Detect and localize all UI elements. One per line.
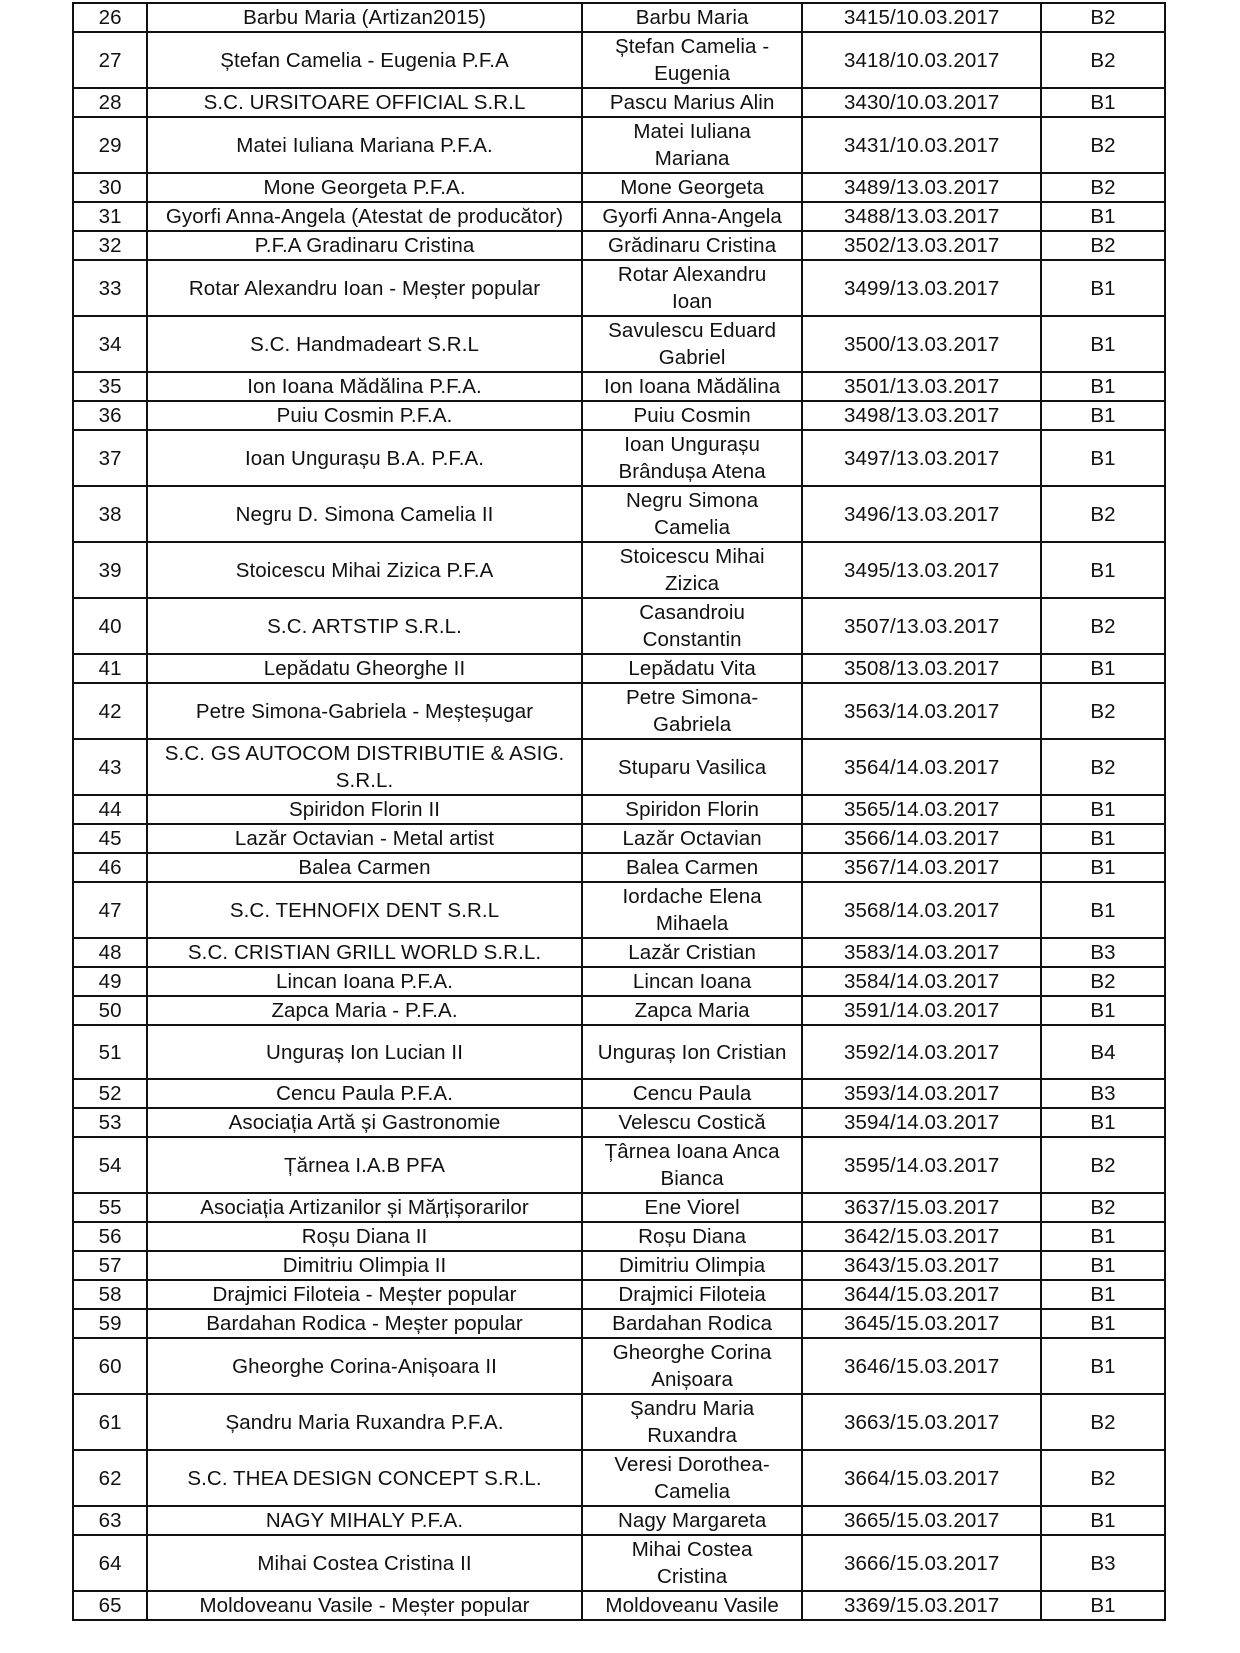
table-row: [73, 1506, 1165, 1535]
table-row: [73, 882, 1165, 938]
category-code: B3: [1041, 1535, 1165, 1591]
registration-number: 3566/14.03.2017: [802, 824, 1041, 853]
representative-text: Stuparu Vasilica: [618, 755, 767, 779]
representative-name: [582, 938, 803, 967]
registration-number: 3508/13.03.2017: [802, 654, 1041, 683]
representative-text: Bardahan Rodica: [612, 1312, 773, 1335]
registration-number: 3592/14.03.2017: [802, 1025, 1041, 1079]
row-number: 58: [73, 1280, 147, 1309]
representative-name: [582, 3, 803, 32]
row-number: 50: [73, 996, 147, 1025]
document-page: [72, 0, 1166, 1621]
registration-number: 3495/13.03.2017: [802, 542, 1041, 598]
representative-text: Puiu Cosmin: [633, 404, 751, 427]
row-number: 40: [73, 598, 147, 654]
representative-name: [582, 231, 803, 260]
entity-name: Roșu Diana II: [147, 1222, 582, 1251]
entity-name: Stoicescu Mihai Zizica P.F.A: [147, 542, 582, 598]
registration-number: 3430/10.03.2017: [802, 88, 1041, 117]
entity-name: Barbu Maria (Artizan2015): [147, 3, 582, 32]
table-row: [73, 1108, 1165, 1137]
representative-text: Lazăr Cristian: [628, 941, 757, 964]
registration-number: 3567/14.03.2017: [802, 853, 1041, 882]
representative-name: [582, 32, 803, 88]
representative-text: Velescu Costică: [618, 1111, 766, 1134]
category-code: B1: [1041, 1280, 1165, 1309]
category-code: B2: [1041, 173, 1165, 202]
row-number: 62: [73, 1450, 147, 1506]
row-number: 55: [73, 1193, 147, 1222]
representative-text: Matei Iuliana Mariana: [633, 120, 751, 170]
registration-number: 3497/13.03.2017: [802, 430, 1041, 486]
representative-text: Negru Simona Camelia: [626, 489, 759, 539]
row-number: 27: [73, 32, 147, 88]
representative-text: Ion Ioana Mădălina: [604, 375, 781, 398]
registration-number: 3594/14.03.2017: [802, 1108, 1041, 1137]
category-code: B1: [1041, 88, 1165, 117]
entity-name: Matei Iuliana Mariana P.F.A.: [147, 117, 582, 173]
registration-number: 3565/14.03.2017: [802, 795, 1041, 824]
table-row: [73, 824, 1165, 853]
representative-text: Lazăr Octavian: [622, 827, 762, 850]
registration-number: 3507/13.03.2017: [802, 598, 1041, 654]
table-row: [73, 231, 1165, 260]
registration-number: 3502/13.03.2017: [802, 231, 1041, 260]
registration-number: 3499/13.03.2017: [802, 260, 1041, 316]
row-number: 36: [73, 401, 147, 430]
representative-name: [582, 173, 803, 202]
entity-name: Mihai Costea Cristina II: [147, 1535, 582, 1591]
representative-name: [582, 1338, 803, 1394]
row-number: 46: [73, 853, 147, 882]
representative-text: Barbu Maria: [635, 6, 749, 29]
entity-name: Zapca Maria - P.F.A.: [147, 996, 582, 1025]
representative-name: [582, 967, 803, 996]
representative-name: [582, 598, 803, 654]
table-row: [73, 683, 1165, 739]
registration-number: 3643/15.03.2017: [802, 1251, 1041, 1280]
registration-number: 3501/13.03.2017: [802, 372, 1041, 401]
entity-name: Cencu Paula P.F.A.: [147, 1079, 582, 1108]
registration-number: 3563/14.03.2017: [802, 683, 1041, 739]
category-code: B2: [1041, 231, 1165, 260]
category-code: B2: [1041, 1394, 1165, 1450]
entity-name: Petre Simona-Gabriela - Meșteșugar: [147, 683, 582, 739]
table-row: [73, 967, 1165, 996]
representative-text: Lincan Ioana: [632, 970, 752, 993]
table-row: [73, 598, 1165, 654]
representative-name: [582, 486, 803, 542]
representative-text: Pascu Marius Alin: [609, 91, 775, 114]
representative-text: Ioan Ungurașu Brândușa Atena: [618, 433, 766, 483]
row-number: 57: [73, 1251, 147, 1280]
representative-name: [582, 1535, 803, 1591]
representative-text: Cencu Paula: [632, 1082, 752, 1105]
registration-number: 3498/13.03.2017: [802, 401, 1041, 430]
category-code: B4: [1041, 1025, 1165, 1079]
category-code: B1: [1041, 1222, 1165, 1251]
category-code: B1: [1041, 1309, 1165, 1338]
table-row: [73, 1025, 1165, 1079]
registration-number: 3644/15.03.2017: [802, 1280, 1041, 1309]
entity-name: Lazăr Octavian - Metal artist: [147, 824, 582, 853]
representative-text: Roșu Diana: [638, 1225, 747, 1248]
registration-number: 3496/13.03.2017: [802, 486, 1041, 542]
registration-number: 3666/15.03.2017: [802, 1535, 1041, 1591]
representative-name: [582, 542, 803, 598]
representative-text: Ene Viorel: [644, 1196, 740, 1219]
representative-name: [582, 683, 803, 739]
representative-text: Balea Carmen: [626, 856, 759, 879]
representative-name: [582, 1193, 803, 1222]
registration-number: 3593/14.03.2017: [802, 1079, 1041, 1108]
entity-name: Ștefan Camelia - Eugenia P.F.A: [147, 32, 582, 88]
row-number: 44: [73, 795, 147, 824]
representative-name: [582, 117, 803, 173]
table-row: [73, 88, 1165, 117]
registration-number: 3583/14.03.2017: [802, 938, 1041, 967]
representative-text: Zapca Maria: [634, 999, 750, 1022]
row-number: 60: [73, 1338, 147, 1394]
category-code: B1: [1041, 795, 1165, 824]
entity-name: NAGY MIHALY P.F.A.: [147, 1506, 582, 1535]
entity-name: Drajmici Filoteia - Meșter popular: [147, 1280, 582, 1309]
registration-number: 3369/15.03.2017: [802, 1591, 1041, 1620]
table-row: [73, 1394, 1165, 1450]
registration-number: 3664/15.03.2017: [802, 1450, 1041, 1506]
category-code: B1: [1041, 260, 1165, 316]
category-code: B1: [1041, 654, 1165, 683]
entity-name: Ion Ioana Mădălina P.F.A.: [147, 372, 582, 401]
representative-name: [582, 1591, 803, 1620]
category-code: B2: [1041, 3, 1165, 32]
category-code: B1: [1041, 202, 1165, 231]
representative-text: Nagy Margareta: [617, 1509, 767, 1532]
row-number: 43: [73, 739, 147, 795]
row-number: 63: [73, 1506, 147, 1535]
table-row: [73, 1450, 1165, 1506]
representative-text: Petre Simona-Gabriela: [625, 686, 759, 736]
row-number: 47: [73, 882, 147, 938]
representative-name: [582, 739, 803, 795]
category-code: B1: [1041, 1108, 1165, 1137]
representative-text: Rotar Alexandru Ioan: [617, 263, 767, 313]
registration-number: 3489/13.03.2017: [802, 173, 1041, 202]
representative-name: [582, 1137, 803, 1193]
table-row: [73, 542, 1165, 598]
row-number: 64: [73, 1535, 147, 1591]
entity-name: S.C. URSITOARE OFFICIAL S.R.L: [147, 88, 582, 117]
representative-name: [582, 88, 803, 117]
row-number: 37: [73, 430, 147, 486]
representative-text: Dimitriu Olimpia: [619, 1254, 766, 1277]
row-number: 48: [73, 938, 147, 967]
representative-text: Mihai Costea Cristina: [631, 1538, 753, 1588]
table-row: [73, 1535, 1165, 1591]
entity-name: S.C. THEA DESIGN CONCEPT S.R.L.: [147, 1450, 582, 1506]
entity-name: Asociația Artă și Gastronomie: [147, 1108, 582, 1137]
table-row: [73, 1193, 1165, 1222]
representative-text: Unguraș Ion Cristian: [597, 1040, 787, 1064]
row-number: 42: [73, 683, 147, 739]
entity-name: Rotar Alexandru Ioan - Meșter popular: [147, 260, 582, 316]
category-code: B1: [1041, 1591, 1165, 1620]
representative-text: Savulescu Eduard Gabriel: [608, 319, 777, 369]
representative-text: Iordache Elena Mihaela: [622, 885, 762, 935]
representative-text: Țârnea Ioana Anca Bianca: [604, 1140, 780, 1190]
table-row: [73, 202, 1165, 231]
category-code: B1: [1041, 996, 1165, 1025]
category-code: B2: [1041, 117, 1165, 173]
representative-text: Drajmici Filoteia: [618, 1283, 766, 1306]
table-row: [73, 401, 1165, 430]
representative-name: [582, 824, 803, 853]
entity-name: Puiu Cosmin P.F.A.: [147, 401, 582, 430]
registration-number: 3500/13.03.2017: [802, 316, 1041, 372]
entity-name: Mone Georgeta P.F.A.: [147, 173, 582, 202]
table-row: [73, 372, 1165, 401]
row-number: 53: [73, 1108, 147, 1137]
representative-name: [582, 654, 803, 683]
registration-number: 3564/14.03.2017: [802, 739, 1041, 795]
row-number: 31: [73, 202, 147, 231]
category-code: B1: [1041, 853, 1165, 882]
category-code: B1: [1041, 1506, 1165, 1535]
representative-name: [582, 1079, 803, 1108]
registration-number: 3418/10.03.2017: [802, 32, 1041, 88]
table-row: [73, 1338, 1165, 1394]
entity-name: Spiridon Florin II: [147, 795, 582, 824]
row-number: 45: [73, 824, 147, 853]
representative-text: Gheorghe Corina Anișoara: [612, 1341, 772, 1391]
representative-name: [582, 853, 803, 882]
representative-name: [582, 1280, 803, 1309]
row-number: 34: [73, 316, 147, 372]
table-row: [73, 1591, 1165, 1620]
entity-name: S.C. Handmadeart S.R.L: [147, 316, 582, 372]
representative-name: [582, 316, 803, 372]
category-code: B1: [1041, 882, 1165, 938]
representative-name: [582, 882, 803, 938]
registration-number: 3568/14.03.2017: [802, 882, 1041, 938]
registration-number: 3431/10.03.2017: [802, 117, 1041, 173]
table-row: [73, 117, 1165, 173]
entity-name: P.F.A Gradinaru Cristina: [147, 231, 582, 260]
representative-name: [582, 1251, 803, 1280]
representative-name: [582, 1309, 803, 1338]
representative-name: [582, 1450, 803, 1506]
row-number: 52: [73, 1079, 147, 1108]
table-row: [73, 3, 1165, 32]
registration-number: 3665/15.03.2017: [802, 1506, 1041, 1535]
entity-name: S.C. GS AUTOCOM DISTRIBUTIE & ASIG. S.R.L.: [147, 739, 582, 795]
registry-table: [72, 2, 1166, 1621]
row-number: 61: [73, 1394, 147, 1450]
table-row: [73, 1079, 1165, 1108]
row-number: 38: [73, 486, 147, 542]
representative-name: [582, 202, 803, 231]
table-row: [73, 32, 1165, 88]
category-code: B1: [1041, 824, 1165, 853]
category-code: B2: [1041, 598, 1165, 654]
table-row: [73, 654, 1165, 683]
representative-name: [582, 430, 803, 486]
table-row: [73, 739, 1165, 795]
category-code: B2: [1041, 739, 1165, 795]
registry-table-body: [73, 3, 1165, 1620]
row-number: 28: [73, 88, 147, 117]
category-code: B1: [1041, 430, 1165, 486]
representative-text: Grădinaru Cristina: [608, 234, 777, 257]
table-row: [73, 173, 1165, 202]
representative-text: Casandroiu Constantin: [639, 601, 746, 651]
row-number: 35: [73, 372, 147, 401]
representative-text: Lepădatu Vita: [628, 657, 756, 680]
representative-name: [582, 795, 803, 824]
category-code: B2: [1041, 967, 1165, 996]
representative-name: [582, 372, 803, 401]
representative-text: Ștefan Camelia - Eugenia: [614, 35, 770, 85]
row-number: 49: [73, 967, 147, 996]
representative-text: Spiridon Florin: [625, 798, 759, 821]
row-number: 54: [73, 1137, 147, 1193]
table-row: [73, 1251, 1165, 1280]
category-code: B2: [1041, 1450, 1165, 1506]
representative-text: Veresi Dorothea-Camelia: [614, 1453, 770, 1503]
entity-name: Lincan Ioana P.F.A.: [147, 967, 582, 996]
table-row: [73, 1222, 1165, 1251]
representative-name: [582, 996, 803, 1025]
registration-number: 3595/14.03.2017: [802, 1137, 1041, 1193]
category-code: B1: [1041, 1251, 1165, 1280]
table-row: [73, 260, 1165, 316]
category-code: B1: [1041, 372, 1165, 401]
registration-number: 3645/15.03.2017: [802, 1309, 1041, 1338]
row-number: 51: [73, 1025, 147, 1079]
registration-number: 3591/14.03.2017: [802, 996, 1041, 1025]
category-code: B2: [1041, 683, 1165, 739]
registration-number: 3415/10.03.2017: [802, 3, 1041, 32]
entity-name: Țărnea I.A.B PFA: [147, 1137, 582, 1193]
row-number: 65: [73, 1591, 147, 1620]
representative-text: Mone Georgeta: [620, 176, 764, 199]
table-row: [73, 795, 1165, 824]
representative-name: [582, 1222, 803, 1251]
category-code: B2: [1041, 32, 1165, 88]
row-number: 59: [73, 1309, 147, 1338]
entity-name: Gheorghe Corina-Anișoara II: [147, 1338, 582, 1394]
entity-name: Lepădatu Gheorghe II: [147, 654, 582, 683]
table-row: [73, 938, 1165, 967]
category-code: B2: [1041, 1193, 1165, 1222]
entity-name: Balea Carmen: [147, 853, 582, 882]
category-code: B1: [1041, 316, 1165, 372]
registration-number: 3642/15.03.2017: [802, 1222, 1041, 1251]
entity-name: Moldoveanu Vasile - Meșter popular: [147, 1591, 582, 1620]
entity-name: Unguraș Ion Lucian II: [147, 1025, 582, 1079]
row-number: 32: [73, 231, 147, 260]
representative-name: [582, 1108, 803, 1137]
entity-name: Dimitriu Olimpia II: [147, 1251, 582, 1280]
representative-name: [582, 1394, 803, 1450]
representative-name: [582, 260, 803, 316]
registration-number: 3646/15.03.2017: [802, 1338, 1041, 1394]
entity-name: S.C. TEHNOFIX DENT S.R.L: [147, 882, 582, 938]
row-number: 33: [73, 260, 147, 316]
category-code: B1: [1041, 542, 1165, 598]
entity-name: S.C. ARTSTIP S.R.L.: [147, 598, 582, 654]
row-number: 26: [73, 3, 147, 32]
entity-name: Asociația Artizanilor și Mărțișorarilor: [147, 1193, 582, 1222]
representative-name: [582, 1506, 803, 1535]
representative-name: [582, 401, 803, 430]
table-row: [73, 486, 1165, 542]
representative-name: [582, 1025, 803, 1079]
row-number: 29: [73, 117, 147, 173]
table-row: [73, 996, 1165, 1025]
table-row: [73, 316, 1165, 372]
entity-name: Șandru Maria Ruxandra P.F.A.: [147, 1394, 582, 1450]
representative-text: Moldoveanu Vasile: [605, 1594, 779, 1617]
category-code: B3: [1041, 1079, 1165, 1108]
entity-name: Ioan Ungurașu B.A. P.F.A.: [147, 430, 582, 486]
table-row: [73, 1137, 1165, 1193]
table-row: [73, 1280, 1165, 1309]
table-row: [73, 853, 1165, 882]
registration-number: 3637/15.03.2017: [802, 1193, 1041, 1222]
registration-number: 3663/15.03.2017: [802, 1394, 1041, 1450]
category-code: B1: [1041, 401, 1165, 430]
category-code: B2: [1041, 1137, 1165, 1193]
row-number: 41: [73, 654, 147, 683]
entity-name: Gyorfi Anna-Angela (Atestat de producător): [147, 202, 582, 231]
registration-number: 3488/13.03.2017: [802, 202, 1041, 231]
category-code: B2: [1041, 486, 1165, 542]
entity-name: Negru D. Simona Camelia II: [147, 486, 582, 542]
registration-number: 3584/14.03.2017: [802, 967, 1041, 996]
entity-name: S.C. CRISTIAN GRILL WORLD S.R.L.: [147, 938, 582, 967]
category-code: B1: [1041, 1338, 1165, 1394]
table-row: [73, 1309, 1165, 1338]
representative-text: Șandru Maria Ruxandra: [629, 1397, 755, 1447]
category-code: B3: [1041, 938, 1165, 967]
entity-name: Bardahan Rodica - Meșter popular: [147, 1309, 582, 1338]
representative-text: Gyorfi Anna-Angela: [602, 205, 782, 228]
row-number: 30: [73, 173, 147, 202]
table-row: [73, 430, 1165, 486]
row-number: 56: [73, 1222, 147, 1251]
representative-text: Stoicescu Mihai Zizica: [619, 545, 765, 595]
row-number: 39: [73, 542, 147, 598]
